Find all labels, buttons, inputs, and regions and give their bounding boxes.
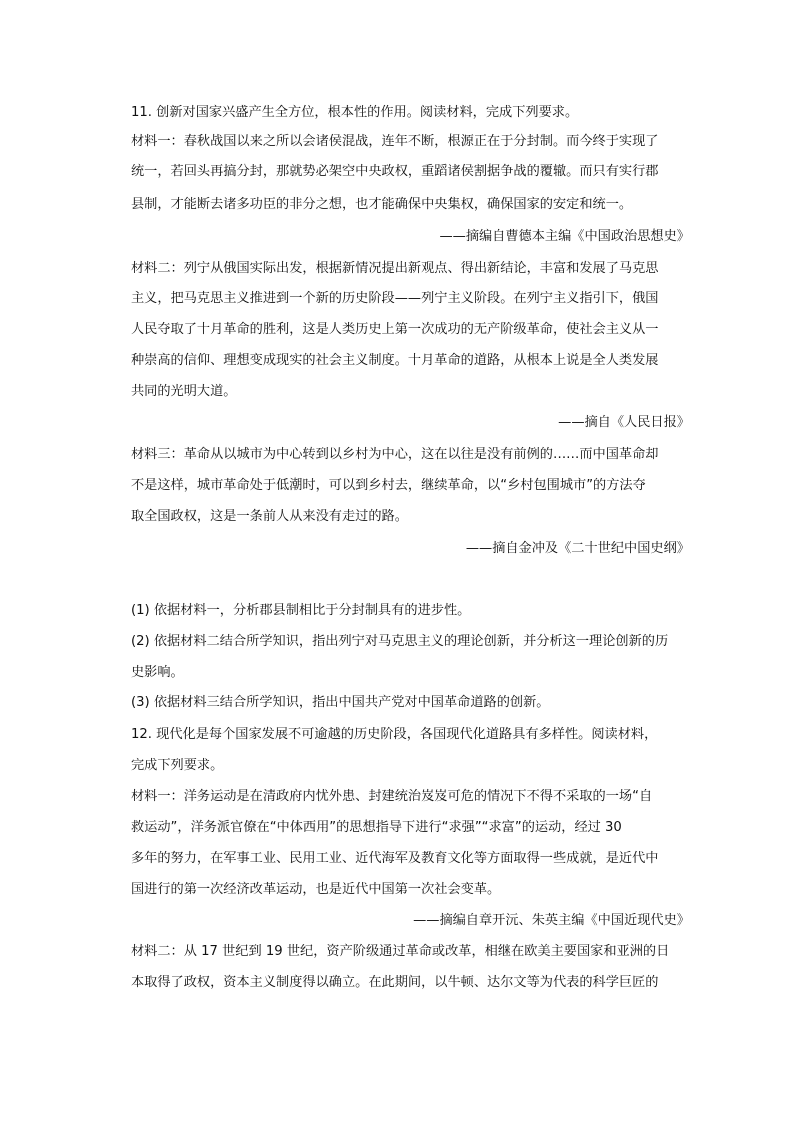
q12-material1-line3: 多年的努力，在军事工业、民用工业、近代海军及教育文化等方面取得一些成就，是近代中 — [131, 851, 659, 866]
q11-material3-line1: 材料三：革命从以城市为中心转到以乡村为中心，这在以往是没有前例的……而中国革命却 — [131, 447, 659, 462]
q11-material2-line3: 人民夺取了十月革命的胜利，这是人类历史上第一次成功的无产阶级革命，使社会主义从一 — [131, 322, 659, 337]
q12-stem-line1: 12. 现代化是每个国家发展不可逾越的历史阶段，各国现代化道路具有多样性。阅读材料， — [131, 727, 658, 742]
q11-material2-line5: 共同的光明大道。 — [131, 384, 237, 399]
q11-material2-line2: 主义，把马克思主义推进到一个新的历史阶段——列宁主义阶段。在列宁主义指引下，俄国 — [131, 291, 659, 306]
q11-subquestion3: (3) 依据材料三结合所学知识，指出中国共产党对中国革命道路的创新。 — [131, 695, 550, 710]
q12-material1-line2: 救运动”，洋务派官僚在“中体西用”的思想指导下进行“求强”“求富”的运动，经过 30 — [131, 820, 622, 835]
q11-material2-line4: 种崇高的信仰、理想变成现实的社会主义制度。十月革命的道路，从根本上说是全人类发展 — [131, 353, 659, 368]
q11-material2-source: ——摘自《人民日报》 — [558, 415, 690, 430]
q12-material2-line2: 本取得了政权，资本主义制度得以确立。在此期间，以牛顿、达尔文等为代表的科学巨匠的 — [131, 975, 659, 990]
q11-material1-line2: 统一，若回头再搞分封，那就势必架空中央政权，重蹈诸侯割据争战的覆辙。而只有实行郡 — [131, 164, 659, 179]
q11-material3-source: ——摘自金冲及《二十世纪中国史纲》 — [465, 541, 690, 556]
q12-material1-source: ——摘编自章开沅、朱英主编《中国近现代史》 — [413, 913, 690, 928]
q11-material1-line3: 县制，才能断去诸多功臣的非分之想，也才能确保中央集权，确保国家的安定和统一。 — [131, 197, 633, 212]
q11-subquestion2-line1: (2) 依据材料二结合所学知识，指出列宁对马克思主义的理论创新，并分析这一理论创新的历 — [131, 634, 669, 649]
q11-material1-line1: 材料一：春秋战国以来之所以会诸侯混战，连年不断，根源正在于分封制。而今终于实现了 — [131, 134, 659, 149]
q12-material1-line1: 材料一：洋务运动是在清政府内忧外患、封建统治岌岌可危的情况下不得不采取的一场“自 — [131, 789, 653, 804]
q11-material3-line3: 取全国政权，这是一条前人从来没有走过的路。 — [131, 509, 408, 524]
q12-material1-line4: 国进行的第一次经济改革运动，也是近代中国第一次社会变革。 — [131, 882, 501, 897]
q11-material2-line1: 材料二：列宁从俄国实际出发，根据新情况提出新观点、得出新结论，丰富和发展了马克思 — [131, 261, 659, 276]
q12-material2-line1: 材料二：从 17 世纪到 19 世纪，资产阶级通过革命或改革，相继在欧美主要国家和亚洲的日 — [131, 944, 670, 959]
q11-material1-source: ——摘编自曹德本主编《中国政治思想史》 — [439, 229, 690, 244]
q11-material3-line2: 不是这样，城市革命处于低潮时，可以到乡村去，继续革命，以“乡村包围城市”的方法夺 — [131, 478, 646, 493]
q12-stem-line2: 完成下列要求。 — [131, 758, 224, 773]
q11-subquestion2-line2: 史影响。 — [131, 665, 184, 680]
q11-subquestion1: (1) 依据材料一，分析郡县制相比于分封制具有的进步性。 — [131, 603, 471, 618]
q11-stem: 11. 创新对国家兴盛产生全方位，根本性的作用。阅读材料，完成下列要求。 — [131, 105, 579, 120]
